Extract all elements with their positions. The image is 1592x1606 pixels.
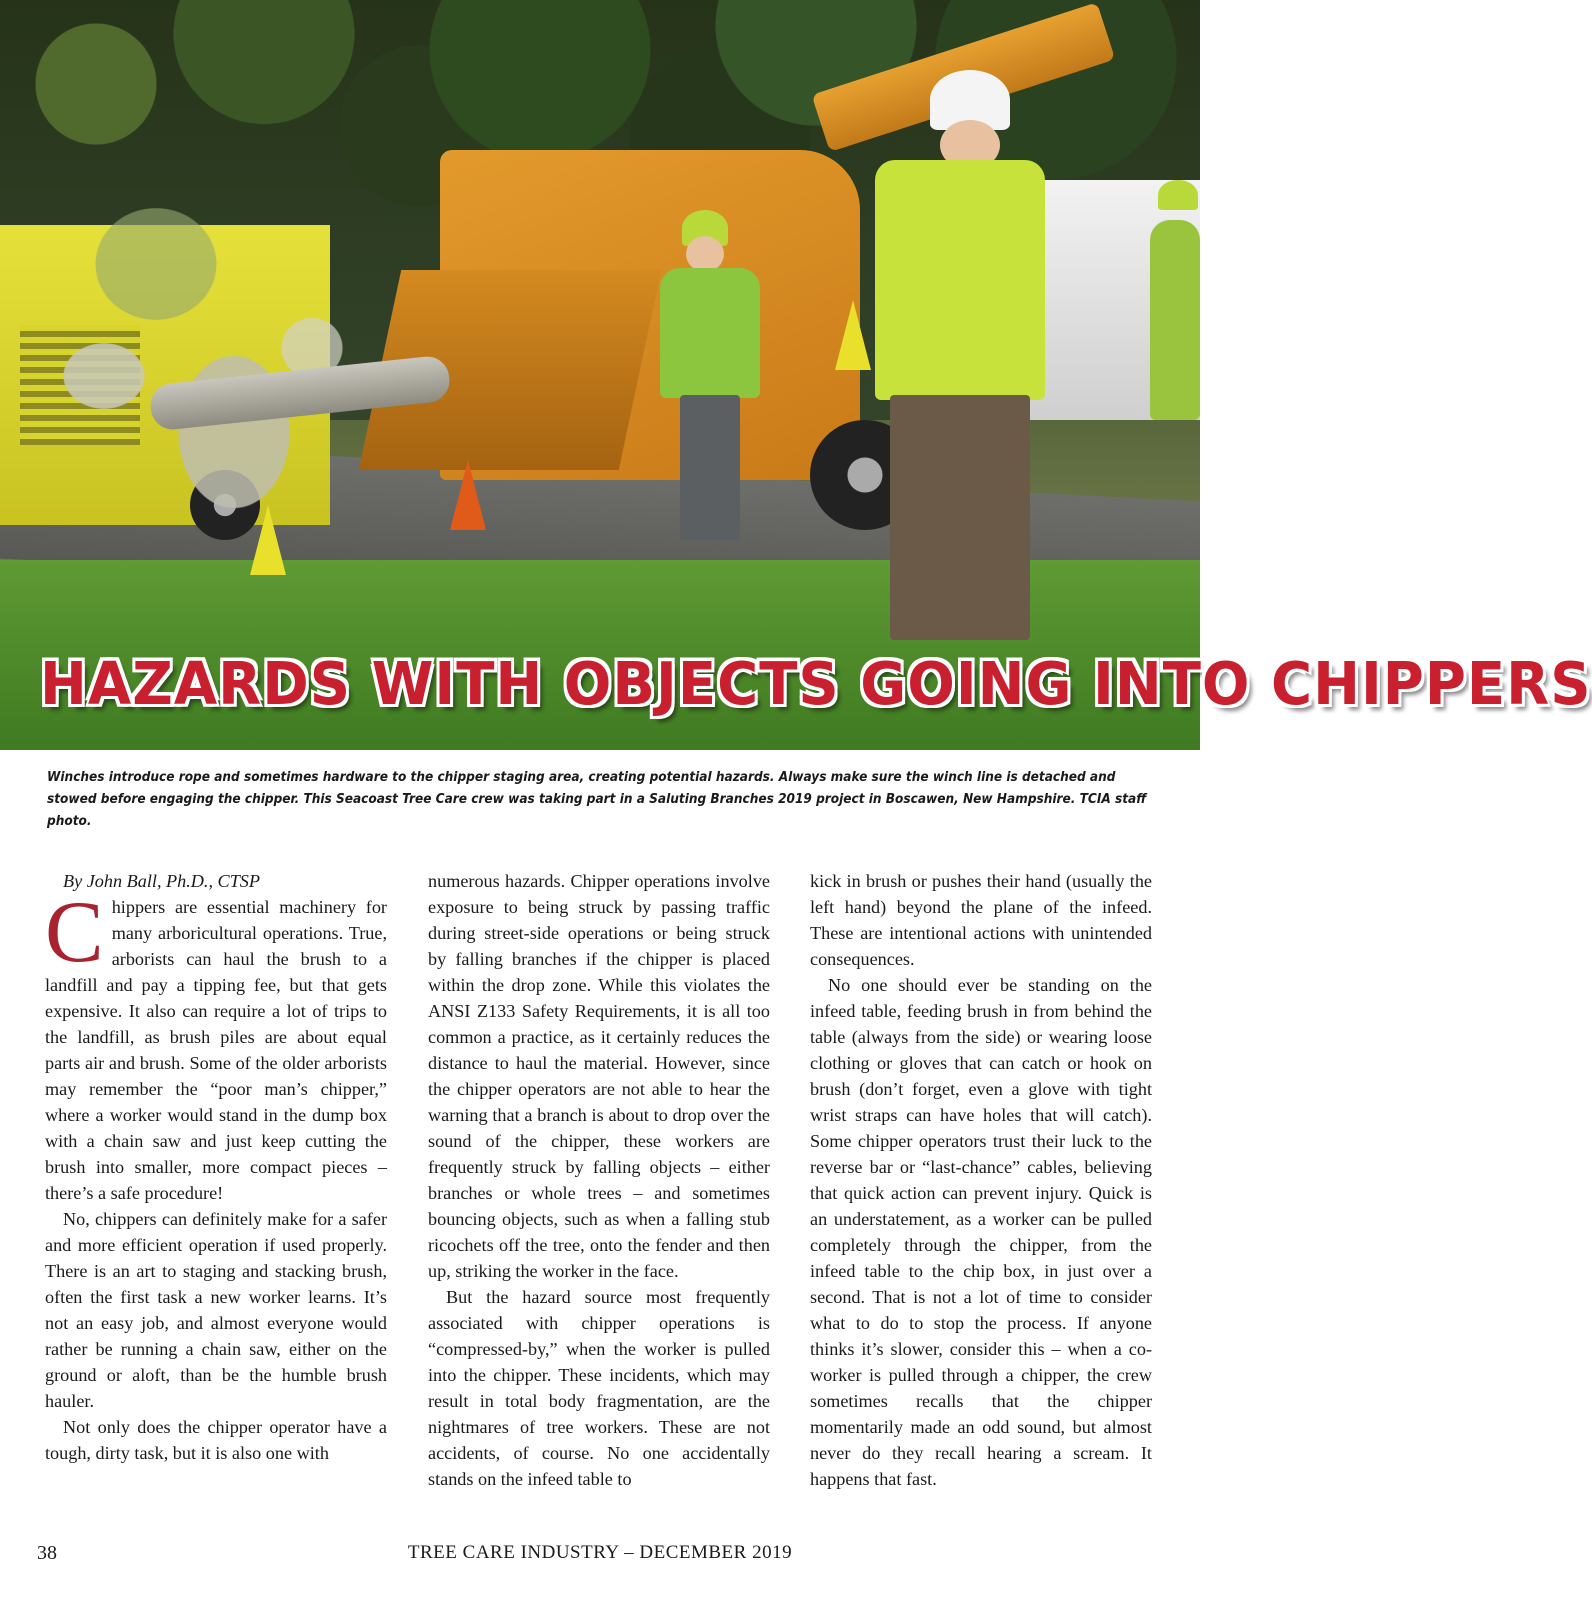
head <box>686 236 724 272</box>
article-headline: HAZARDS WITH OBJECTS GOING INTO CHIPPERS <box>40 650 1592 719</box>
paragraph-4-continued: kick in brush or pushes their hand (usually the left hand) beyond the plane of the infeed. These are intentional actions with unintended consequences. <box>810 871 1152 969</box>
photo-caption: Winches introduce rope and sometimes hardware to the chipper staging area, creating potential hazards. Always make sure the winch line is detached and stowed before engaging the chipper. This Seacoast Tree Care crew was taking part in a Saluting Branches 2019 project in Boscawen, New Hampshire. TCIA staff photo. <box>47 769 1147 829</box>
paragraph-4-start: But the hazard source most frequently associated with chipper operations is “compressed-by,” when the worker is pulled into the chipper. These incidents, which may result in total body fragmentation, are the nightmares of tree workers. These are not accidents, of course. No one accidentally stands on the infeed table to <box>428 1287 770 1489</box>
byline: By John Ball, Ph.D., CTSP <box>63 871 261 891</box>
legs <box>680 395 740 540</box>
legs <box>890 395 1030 640</box>
page-number: 38 <box>37 1542 57 1564</box>
torso <box>1150 220 1200 420</box>
paragraph-1-text: hippers are essential machinery for many arboricultural operations. True, arborists can haul the brush to a landfill and pay a tipping fee, but that gets expensive. It also can require a lot of trips to the landfill, as brush piles are about equal parts air and brush. Some of the older arborists may remember the “poor man’s chipper,” where a worker would stand in the dump box with a chain saw and just keep cutting the brush into smaller, more compact pieces – there’s a safe procedure! <box>45 897 387 1203</box>
text-column-3 <box>810 868 1152 1492</box>
worker-safety-vest <box>860 70 1070 640</box>
worker-partial <box>1150 180 1200 420</box>
paragraph-2: No, chippers can definitely make for a safer and more efficient operation if used properly. There is an art to staging and stacking brush, often the first task a new worker learns. It’s not an easy job, and almost everyone would rather be running a chain saw, either on the ground or aloft, than be the humble brush hauler. <box>45 1209 387 1411</box>
safety-vest <box>875 160 1045 400</box>
text-column-1 <box>45 868 387 1466</box>
paragraph-1 <box>45 884 387 1206</box>
text-column-2 <box>428 868 770 1492</box>
paragraph-5: No one should ever be standing on the infeed table, feeding brush in from behind the table (always from the side) or wearing loose clothing or gloves that can catch or hook on brush (don’t forget, even a glove with tight wrist straps can have holes that will catch). Some chipper operators trust their luck to the reverse bar or “last-chance” cables, believing that quick action can prevent injury. Quick is an understatement, as a worker can be pulled completely through the chipper, from the infeed table to the chip box, in just over a second. That is not a lot of time to consider what to do to stop the process. If anyone thinks it’s slower, consider this – when a co-worker is pulled through a chipper, the crew sometimes recalls that the chipper momentarily made an odd sound, but almost never do they recall hearing a scream. It happens that fast. <box>810 975 1152 1489</box>
publication-footer: TREE CARE INDUSTRY – DECEMBER 2019 <box>407 1542 793 1563</box>
torso <box>660 268 760 398</box>
paragraph-3-continued: numerous hazards. Chipper operations involve exposure to being struck by passing traffic during street-side operations or being struck by falling branches if the chipper is placed within the drop zone. While this violates the ANSI Z133 Safety Requirements, it is all too common a practice, as it certainly reduces the distance to haul the material. However, since the chipper operators are not able to hear the warning that a branch is about to drop over the sound of the chipper, these workers are frequently struck by falling objects – either branches or whole trees – and sometimes bouncing objects, such as when a falling stub ricochets off the tree, onto the fender and then up, striking the worker in the face. <box>428 871 770 1281</box>
paragraph-3-start: Not only does the chipper operator have a tough, dirty task, but it is also one with <box>45 1417 387 1463</box>
cut-branches <box>0 40 520 600</box>
worker-green-shirt <box>640 210 780 540</box>
helmet <box>1158 180 1198 210</box>
drop-cap: C <box>45 884 104 981</box>
hero-photo <box>0 0 1592 742</box>
